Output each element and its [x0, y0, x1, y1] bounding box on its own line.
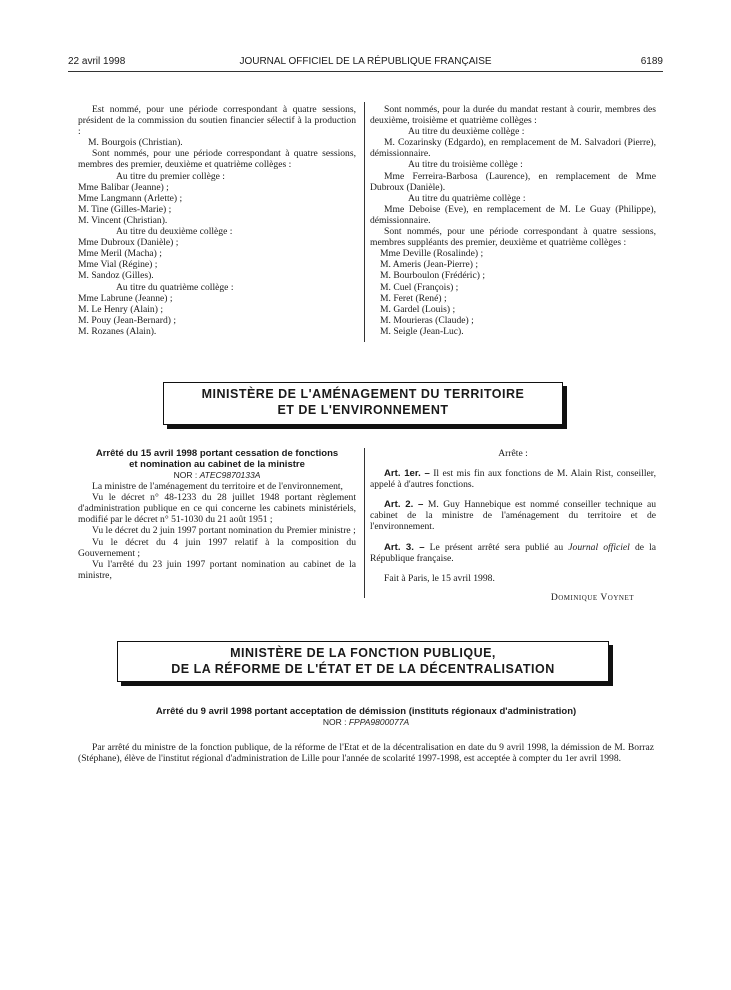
article-label: Art. 2. – — [384, 499, 424, 511]
header-page-number: 6189 — [640, 56, 663, 67]
nor-reference — [78, 717, 654, 728]
paragraph: Vu le décret du 4 juin 1997 relatif à la composition du Gouvernement ; — [78, 536, 356, 559]
journal-name: Journal officiel — [568, 541, 630, 553]
ministry-name-line1: MINISTÈRE DE L'AMÉNAGEMENT DU TERRITOIRE — [201, 387, 525, 401]
paragraph: M. Cozarinsky (Edgardo), en remplacement de M. Salvadori (Pierre), démissionnaire. — [370, 137, 656, 160]
name-entry: M. Pouy (Jean-Bernard) ; — [78, 314, 177, 326]
paragraph: Est nommé, pour une période correspondant à quatre sessions, président de la commission du soutien financier sélectif à la production : — [78, 104, 356, 138]
article-text: Le présent arrêté sera publié au — [429, 541, 564, 553]
header-journal-title: JOURNAL OFFICIEL DE LA RÉPUBLIQUE FRANÇAISE — [239, 56, 492, 67]
header-date: 22 avril 1998 — [68, 56, 126, 67]
nor-reference — [78, 470, 356, 481]
name-entry: M. Cuel (François) ; — [380, 281, 459, 293]
article-2 — [370, 499, 656, 532]
article-text: M. Guy Hannebique est nommé conseiller technique au cabinet de la ministre de l'aménagement du territoire et de l'environnement. — [370, 499, 656, 533]
paragraph: Mme Deboise (Eve), en remplacement de M. Le Guay (Philippe), démissionnaire. — [370, 203, 656, 226]
paragraph: Sont nommés, pour une période correspondant à quatre sessions, membres des premier, deuxième et quatrième collèges : — [78, 148, 356, 171]
college-heading: Au titre du premier collège : — [116, 170, 225, 182]
signature: Dominique Voynet — [550, 591, 634, 603]
college-heading: Au titre du troisième collège : — [408, 159, 523, 171]
name-entry: M. Ameris (Jean-Pierre) ; — [380, 259, 479, 271]
ministry-heading-box — [117, 641, 609, 682]
arrete-left-column — [78, 448, 356, 581]
college-heading: Au titre du deuxième collège : — [408, 126, 525, 138]
paragraph: Vu le décret du 2 juin 1997 portant nomination du Premier ministre ; — [92, 525, 356, 537]
paragraph: Vu le décret n° 48-1233 du 28 juillet 1948 portant règlement d'administration publique en ce qui concerne les cabinets ministériels, modifié par le décret n° 51-1030 du 21 août 1951 ; — [78, 492, 356, 526]
top-left-column — [78, 104, 356, 337]
arrete-title-line1: Arrêté du 15 avril 1998 portant cessation de fonctions — [95, 448, 339, 459]
column-divider — [364, 102, 365, 342]
name-entry: M. Sandoz (Gilles). — [78, 270, 154, 282]
header-rule — [68, 71, 663, 72]
arrete-right-column — [370, 448, 656, 603]
arrete-full-width — [78, 706, 654, 764]
ministry-name-line2: DE LA RÉFORME DE L'ÉTAT ET DE LA DÉCENTRALISATION — [171, 662, 555, 676]
paragraph: Sont nommés, pour la durée du mandat restant à courir, membres des deuxième, troisième et quatrième collèges : — [370, 104, 656, 127]
nor-code: ATEC9870133A — [199, 470, 261, 480]
name-entry: Mme Meril (Macha) ; — [78, 248, 162, 260]
name-entry: M. Seigle (Jean-Luc). — [380, 325, 464, 337]
college-heading: Au titre du quatrième collège : — [408, 192, 526, 204]
ministry-heading-box — [163, 382, 563, 425]
page-header — [68, 56, 663, 70]
name-entry: M. Vincent (Christian). — [78, 214, 168, 226]
article-3 — [370, 542, 656, 564]
name-entry: Mme Dubroux (Danièle) ; — [78, 237, 179, 249]
name-entry: M. Tine (Gilles-Marie) ; — [78, 203, 172, 215]
name-entry: Mme Langmann (Arlette) ; — [78, 192, 183, 204]
column-divider — [364, 448, 365, 598]
paragraph: Par arrêté du ministre de la fonction publique, de la réforme de l'Etat et de la décentralisation en date du 9 avril 1998, la démission de M. Borraz (Stéphane), élève de l'institut régional d'administration de Lille pour l'année de scolarité 1997-1998, est acceptée à compter du 1er avril 1998. — [78, 742, 654, 765]
article-text: de la République française. — [370, 541, 657, 564]
paragraph: Vu l'arrêté du 23 juin 1997 portant nomination au cabinet de la ministre, — [78, 558, 356, 581]
ministry-name-line2: ET DE L'ENVIRONNEMENT — [277, 403, 449, 417]
signing-place-date: Fait à Paris, le 15 avril 1998. — [384, 572, 495, 584]
arrete-word: Arrête : — [498, 448, 528, 459]
paragraph: La ministre de l'aménagement du territoire et de l'environnement, — [92, 481, 343, 493]
name-entry: M. Le Henry (Alain) ; — [78, 303, 163, 315]
paragraph: Mme Ferreira-Barbosa (Laurence), en remplacement de Mme Dubroux (Danièle). — [370, 170, 656, 193]
name-entry: M. Feret (René) ; — [380, 292, 447, 304]
paragraph: Sont nommés, pour une période correspondant à quatre sessions, membres suppléants des premier, deuxième et quatrième collèges : — [370, 226, 656, 249]
article-1 — [370, 468, 656, 490]
name-entry: M. Bourgois (Christian). — [88, 137, 183, 149]
college-heading: Au titre du quatrième collège : — [116, 281, 234, 293]
name-entry: M. Bourboulon (Frédéric) ; — [380, 270, 485, 282]
name-entry: Mme Labrune (Jeanne) ; — [78, 292, 173, 304]
article-label: Art. 1er. – — [384, 468, 430, 480]
nor-label: NOR : — [322, 717, 347, 727]
name-entry: Mme Balibar (Jeanne) ; — [78, 181, 169, 193]
ministry-name-line1: MINISTÈRE DE LA FONCTION PUBLIQUE, — [230, 646, 496, 660]
nor-code: FPPA9800077A — [348, 717, 410, 727]
name-entry: Mme Deville (Rosalinde) ; — [380, 248, 484, 260]
arrete-title: Arrêté du 9 avril 1998 portant acceptation de démission (instituts régionaux d'administration) — [155, 706, 577, 717]
name-entry: M. Mourieras (Claude) ; — [380, 314, 474, 326]
college-heading: Au titre du deuxième collège : — [116, 226, 233, 238]
article-text: Il est mis fin aux fonctions de M. Alain Rist, conseiller, appelé à d'autres fonctions. — [370, 468, 657, 491]
name-entry: M. Rozanes (Alain). — [78, 325, 157, 337]
name-entry: M. Gardel (Louis) ; — [380, 303, 456, 315]
nor-label: NOR : — [173, 470, 198, 480]
name-entry: Mme Vial (Régine) ; — [78, 259, 158, 271]
top-right-column — [370, 104, 656, 337]
article-label: Art. 3. – — [384, 541, 425, 553]
arrete-title-line2: et nomination au cabinet de la ministre — [129, 459, 305, 470]
